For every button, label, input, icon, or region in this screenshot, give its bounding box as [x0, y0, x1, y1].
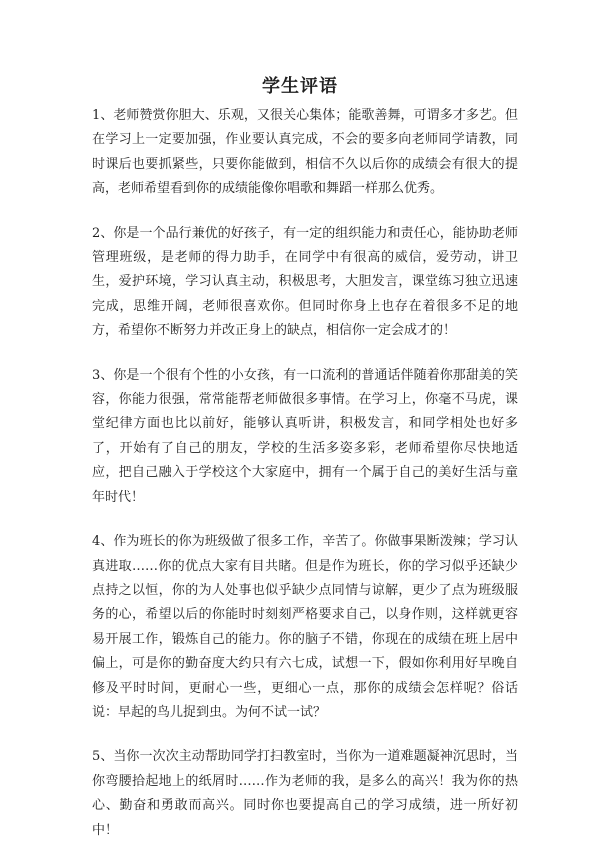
comment-paragraph-4: 4、作为班长的你为班级做了很多工作，辛苦了。你做事果断泼辣；学习认真进取……你的优点大家有目共睹。但是作为班长，你的学习似乎还缺少点持之以恒，你的为人处事也似乎缺少点同情与谅解，更少了点为班级服务的心，希望以后的你能时时刻刻严格要求自己，以身作则，这样就更容易开展工作，锻炼自己的能力。你的脑子不错，你现在的成绩在班上居中偏上，可是你的勤奋度大约只有六七成，试想一下，假如你利用好早晚自修及平时时间，更耐心一些，更细心一点，那你的成绩会怎样呢？俗话说：早起的鸟儿捉到虫。为何不试一试？: [92, 534, 518, 720]
comment-paragraph-1: 1、老师赞赏你胆大、乐观，又很关心集体；能歌善舞，可谓多才多艺。但在学习上一定要加强，作业要认真完成，不会的要多向老师同学请教，同时课后也要抓紧些，只要你能做到，相信不久以后你的成绩会有很大的提高，老师希望看到你的成绩能像你唱歌和舞蹈一样那么优秀。: [92, 108, 518, 197]
document-body: [92, 104, 518, 863]
document-title: 学生评语: [262, 76, 338, 97]
comment-paragraph-5: 5、当你一次次主动帮助同学打扫教室时，当你为一道难题凝神沉思时，当你弯腰拾起地上的纸屑时……作为老师的我，是多么的高兴！我为你的热心、勤奋和勇敢而高兴。同时你也要提高自己的学习成绩，进一所好初中！: [92, 749, 518, 838]
comment-paragraph-2: 2、你是一个品行兼优的好孩子，有一定的组织能力和责任心，能协助老师管理班级，是老师的得力助手，在同学中有很高的威信，爱劳动，讲卫生，爱护环境，学习认真主动，积极思考，大胆发言，课堂练习独立迅速完成，思维开阔，老师很喜欢你。但同时你身上也存在着很多不足的地方，希望你不断努力并改正身上的缺点，相信你一定会成才的！: [92, 225, 518, 339]
comment-paragraph-3: 3、你是一个很有个性的小女孩，有一口流利的普通话伴随着你那甜美的笑容，你能力很强，常常能帮老师做很多事情。在学习上，你毫不马虎，课堂纪律方面也比以前好，能够认真听讲，积极发言，和同学相处也好多了，开始有了自己的朋友，学校的生活多姿多彩，老师希望你尽快地适应，把自己融入于学校这个大家庭中，拥有一个属于自己的美好生活与童年时代！: [92, 367, 518, 505]
